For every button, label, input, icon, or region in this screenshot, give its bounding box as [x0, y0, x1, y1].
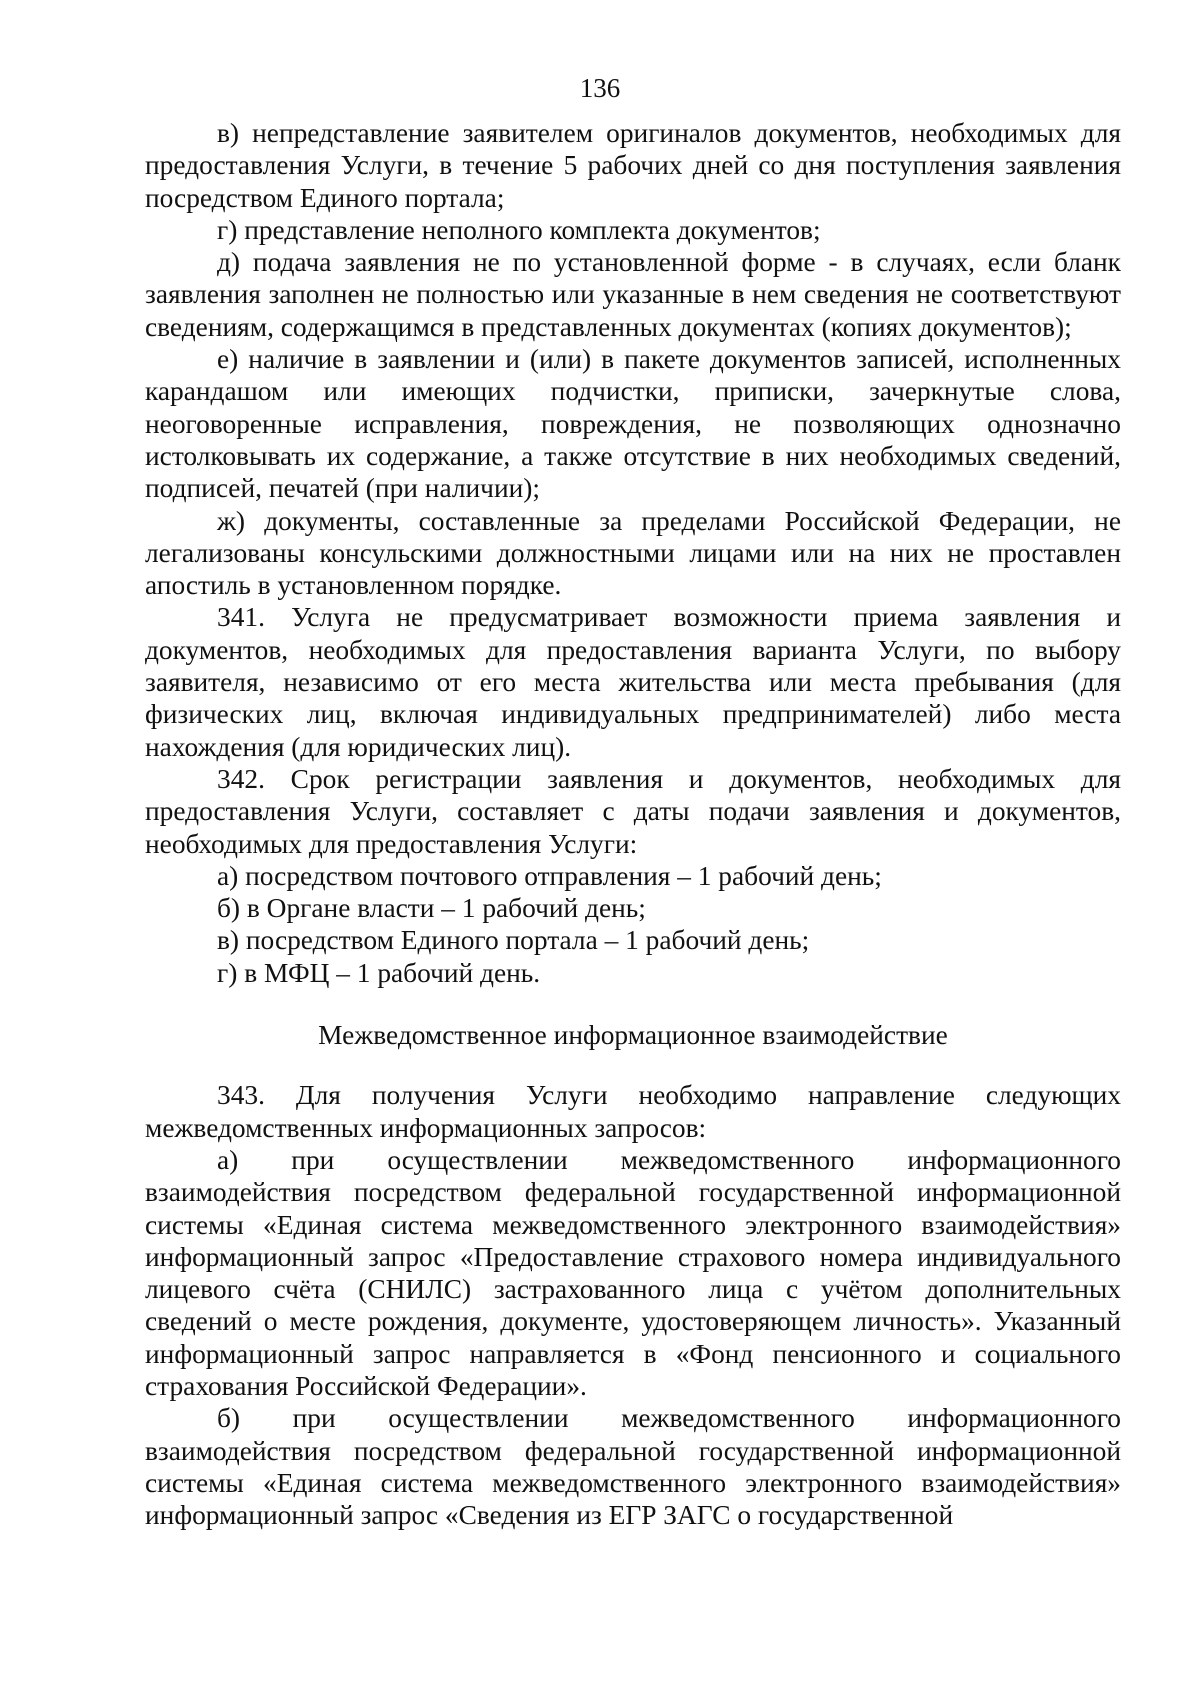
paragraph-item-g-incomplete-set: г) представление неполного комплекта документов; — [217, 214, 821, 245]
paragraph-341: 341. Услуга не предусматривает возможности приема заявления и документов, необходимых для предоставления варианта Услуги, по выбору заявителя, независимо от его места жительства или места пребывания (для физических лиц, включая индивидуальных предпринимателей) либо места нахождения (для юридических лиц). — [145, 602, 1121, 762]
paragraph-343-a-snils: а) при осуществлении межведомственного информационного взаимодействия посредством федеральной государственной информационной системы «Единая система межведомственного электронного взаимодействия» информационный запрос «Предоставление страхового номера индивидуального лицевого счёта (СНИЛС) застрахованного лица с учётом дополнительных сведений о месте рождения, документе, удостоверяющем личность». Указанный информационный запрос направляется в «Фонд пенсионного и социального страхования Российской Федерации». — [145, 1144, 1121, 1401]
paragraph-343: 343. Для получения Услуги необходимо направление следующих межведомственных информационных запросов: — [145, 1080, 1121, 1143]
paragraph-item-zh-legalization: ж) документы, составленные за пределами Российской Федерации, не легализованы консульскими должностными лицами или на них не проставлен апостиль в установленном порядке. — [145, 505, 1121, 601]
paragraph-342-a-post: а) посредством почтового отправления – 1 рабочий день; — [217, 860, 882, 891]
paragraph-item-e-corrections: е) наличие в заявлении и (или) в пакете документов записей, исполненных карандашом или имеющих подчистки, приписки, зачеркнутые слова, неоговоренные исправления, повреждения, не позволяющих однозначно истолковывать их содержание, а также отсутствие в них необходимых сведений, подписей, печатей (при наличии); — [145, 344, 1121, 504]
paragraph-342-g-mfc: г) в МФЦ – 1 рабочий день. — [217, 957, 541, 988]
paragraph-item-v-originals: в) непредставление заявителем оригиналов документов, необходимых для предоставления Услуги, в течение 5 рабочих дней со дня поступления заявления посредством Единого портала; — [145, 118, 1121, 213]
paragraph-342: 342. Срок регистрации заявления и документов, необходимых для предоставления Услуги, составляет с даты подачи заявления и документов, необходимых для предоставления Услуги: — [145, 763, 1121, 859]
paragraph-342-v-portal: в) посредством Единого портала – 1 рабочий день; — [217, 925, 810, 956]
paragraph-343-b-zags: б) при осуществлении межведомственного информационного взаимодействия посредством федеральной государственной информационной системы «Единая система межведомственного электронного взаимодействия» информационный запрос «Сведения из ЕГР ЗАГС о государственной — [145, 1403, 1121, 1531]
paragraph-item-d-wrong-form: д) подача заявления не по установленной форме - в случаях, если бланк заявления заполнен не полностью или указанные в нем сведения не соответствуют сведениям, содержащимся в представленных документах (копиях документов); — [145, 247, 1121, 342]
page-number: 136 — [579, 73, 621, 103]
paragraph-342-b-authority: б) в Органе власти – 1 рабочий день; — [217, 893, 646, 924]
document-body — [145, 117, 1121, 1531]
section-heading: Межведомственное информационное взаимодействие — [318, 1020, 948, 1051]
